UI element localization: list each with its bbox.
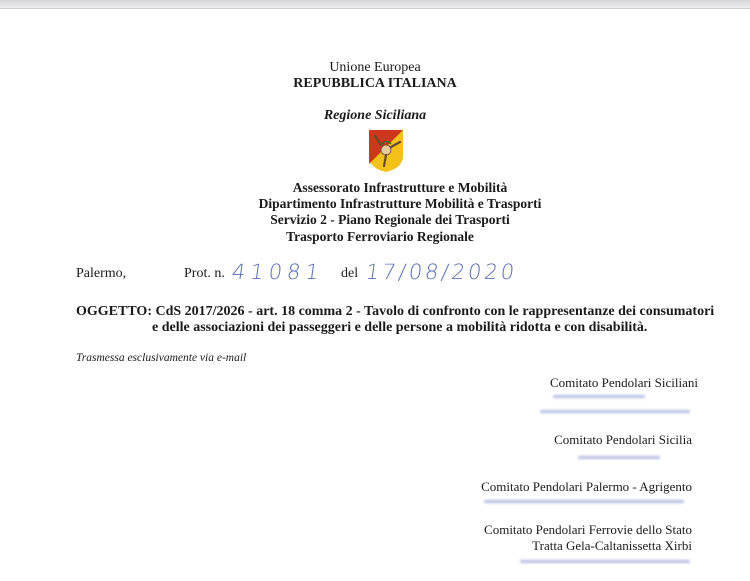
dept-ferroviario: Trasporto Ferroviario Regionale	[286, 229, 474, 244]
header-region: Regione Siciliana	[323, 108, 427, 123]
header-republic: REPUBBLICA ITALIANA	[293, 76, 457, 91]
header-eu: Unione Europea	[329, 60, 421, 75]
city-label: Palermo,	[76, 266, 127, 281]
recipient-3-name: Comitato Pendolari Palermo - Agrigento	[481, 479, 692, 494]
redacted-email-4	[520, 560, 690, 563]
subject-text-1: CdS 2017/2026 - art. 18 comma 2 - Tavolo di confronto con le rappresentanze dei consumatori	[155, 304, 715, 319]
redacted-email-2	[578, 456, 660, 459]
prot-number: 41081	[230, 260, 326, 284]
redacted-email-1a	[553, 395, 645, 398]
dept-servizio: Servizio 2 - Piano Regionale dei Trasporti	[270, 212, 510, 227]
prot-label: Prot. n.	[184, 266, 225, 281]
recipient-4-subline: Tratta Gela-Caltanissetta Xirbi	[532, 538, 692, 553]
dept-assessorato: Assessorato Infrastrutture e Mobilità	[292, 180, 508, 195]
date-label: del	[341, 266, 359, 281]
subject-label: OGGETTO:	[76, 304, 152, 319]
transmission-note: Trasmessa esclusivamente via e-mail	[76, 352, 247, 364]
subject-line-1	[76, 304, 714, 320]
recipient-1-name: Comitato Pendolari Siciliani	[549, 375, 698, 390]
subject-line-2: e delle associazioni dei passeggeri e delle persone a mobilità ridotta e con disabilità.	[152, 320, 648, 335]
date-value: 17/08/2020	[364, 260, 519, 284]
recipient-2-name: Comitato Pendolari Sicilia	[554, 432, 692, 447]
redacted-email-3	[484, 500, 684, 503]
dept-dipartimento: Dipartimento Infrastrutture Mobilità e Trasporti	[258, 196, 542, 211]
sicily-emblem-icon	[369, 130, 403, 172]
window-top-bar	[0, 0, 750, 9]
recipient-4-name: Comitato Pendolari Ferrovie dello Stato	[484, 522, 692, 537]
redacted-email-1b	[540, 410, 690, 413]
